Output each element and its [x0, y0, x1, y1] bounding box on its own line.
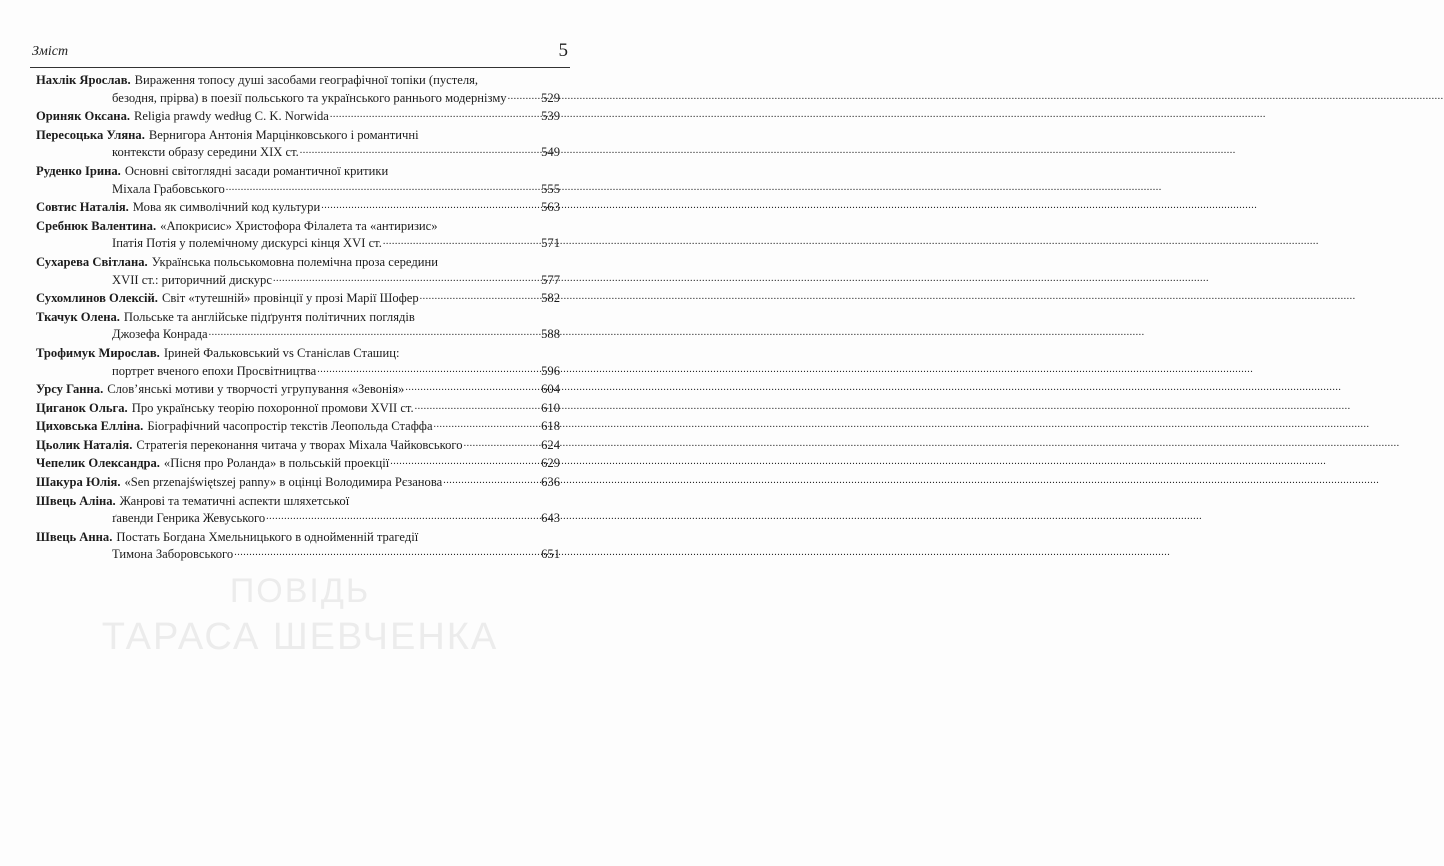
entry-title: Religia prawdy według C. K. Norwida — [134, 109, 329, 124]
entry-title: Стратегія переконання читача у творах Міхала Чайковського — [136, 437, 463, 452]
entry-author: Трофимук Мирослав. — [36, 345, 160, 360]
entry-author: Сухарева Світлана. — [36, 254, 148, 269]
entry-title: Мова як символічний код культури — [132, 200, 321, 215]
entry-author: Чепелик Олександра. — [36, 456, 160, 471]
toc-entry-line — [36, 546, 560, 565]
entry-author: Совтис Наталія. — [36, 200, 129, 215]
dot-leader — [508, 87, 541, 106]
entry-title: Біографічний часопростір текстів Леопольда Стаффа — [147, 419, 433, 434]
watermark-line-2: ТАРАСА ШЕВЧЕНКА — [101, 616, 499, 658]
dot-leader — [330, 105, 540, 124]
entry-title: Тимона Заборовського — [112, 547, 234, 562]
entry-page-number: 629 — [541, 456, 560, 471]
watermark-line-1: ПОВІДЬ — [229, 572, 371, 610]
entry-page-number: 596 — [541, 363, 560, 378]
entry-page-number: 539 — [541, 109, 560, 124]
toc-entry-line — [36, 144, 560, 163]
section-title: Зміст — [32, 44, 69, 59]
toc-entry[interactable] — [36, 72, 560, 108]
entry-title: ґавенди Генрика Жевуського — [112, 511, 266, 526]
entry-page-number: 636 — [541, 475, 560, 490]
page-number: 5 — [558, 40, 568, 61]
entry-title: Польське та англійське підґрунтя політичних поглядів — [123, 309, 415, 324]
entry-author: Циганок Ольга. — [36, 400, 128, 415]
toc-entry[interactable] — [36, 127, 560, 163]
document-page — [0, 0, 600, 866]
entry-author: Циховська Елліна. — [36, 419, 144, 434]
toc-entry[interactable] — [36, 309, 560, 345]
toc-entry[interactable] — [36, 290, 560, 309]
dot-leader — [420, 287, 540, 306]
entry-page-number: 577 — [541, 272, 560, 287]
toc-entry-line — [36, 199, 560, 218]
entry-page-number: 604 — [541, 382, 560, 397]
toc-entry[interactable] — [36, 474, 560, 493]
entry-author: Урсу Ганна. — [36, 382, 104, 397]
dot-leader — [415, 397, 540, 416]
toc-entry-line — [36, 326, 560, 345]
entry-page-number: 624 — [541, 437, 560, 452]
toc-entry[interactable] — [36, 218, 560, 254]
table-of-contents — [36, 72, 560, 565]
entry-author: Швець Аліна. — [36, 493, 116, 508]
dot-leader — [464, 434, 541, 453]
entry-page-number: 582 — [541, 291, 560, 306]
toc-entry[interactable] — [36, 529, 560, 565]
entry-title: «Пісня про Роланда» в польській проекції — [163, 456, 390, 471]
entry-page-number: 549 — [541, 145, 560, 160]
toc-entry[interactable] — [36, 493, 560, 529]
dot-leader — [405, 378, 540, 397]
dot-leader — [209, 323, 541, 342]
entry-title: Іриней Фальковський vs Станіслав Сташиц: — [163, 345, 400, 360]
entry-title: Іпатія Потія у полемічному дискурсі кінця XVI ст. — [112, 236, 382, 251]
entry-page-number: 529 — [541, 90, 560, 105]
toc-entry[interactable] — [36, 108, 560, 127]
dot-leader — [266, 507, 540, 526]
entry-page-number: 563 — [541, 200, 560, 215]
entry-title: Вернигора Антонія Марцінковського і романтичні — [148, 127, 419, 142]
entry-author: Цьолик Наталія. — [36, 437, 133, 452]
entry-page-number: 571 — [541, 236, 560, 251]
dot-leader — [443, 471, 540, 490]
entry-title: Міхала Грабовського — [112, 181, 225, 196]
entry-title: Про українську теорію похоронної промови XVII ст. — [131, 400, 414, 415]
toc-entry-line — [36, 72, 560, 90]
entry-title: портрет вченого епохи Просвітництва — [112, 363, 317, 378]
toc-entry[interactable] — [36, 199, 560, 218]
entry-title: Українська польськомовна полемічна проза середини — [151, 254, 438, 269]
entry-author: Шакура Юлія. — [36, 475, 121, 490]
dot-leader — [434, 415, 541, 434]
toc-entry[interactable] — [36, 345, 560, 381]
entry-title: Світ «тутешній» провінції у прозі Марії Шофер — [161, 291, 419, 306]
entry-page-number: 555 — [541, 181, 560, 196]
entry-page-number: 643 — [541, 511, 560, 526]
entry-author: Сребнюк Валентина. — [36, 218, 157, 233]
entry-page-number: 588 — [541, 327, 560, 342]
entry-title: «Апокрисис» Христофора Філалета та «антиризис» — [160, 218, 438, 233]
dot-leader — [300, 141, 540, 160]
entry-title: Джозефа Конрада — [112, 327, 208, 342]
dot-leader — [273, 269, 540, 288]
entry-title: «Sen przenajświętszej panny» в оцінці Володимира Рєзанова — [124, 475, 443, 490]
entry-author: Ткачук Олена. — [36, 309, 120, 324]
entry-title: Постать Богдана Хмельницького в однойменній трагедії — [116, 529, 419, 544]
entry-title: XVII ст.: риторичний дискурс — [112, 272, 272, 287]
entry-title: Вираження топосу душі засобами географічної топіки (пустеля, — [134, 73, 479, 87]
toc-entry[interactable] — [36, 254, 560, 290]
entry-author: Швець Анна. — [36, 529, 113, 544]
toc-entry-line — [36, 290, 560, 309]
dot-leader — [383, 232, 540, 251]
running-header — [30, 38, 570, 64]
toc-entry-line — [36, 474, 560, 493]
entry-title: Жанрові та тематичні аспекти шляхетської — [119, 493, 350, 508]
entry-author: Ориняк Оксана. — [36, 109, 131, 124]
entry-title: безодня, прірва) в поезії польського та українського раннього модернізму — [112, 90, 507, 105]
dot-leader — [234, 543, 540, 562]
dot-leader — [226, 178, 540, 197]
dot-leader — [390, 452, 540, 471]
toc-entry-line — [36, 235, 560, 254]
entry-page-number: 610 — [541, 400, 560, 415]
dot-leader — [321, 196, 540, 215]
entry-title: контексти образу середини XIX ст. — [112, 145, 299, 160]
entry-author: Нахлік Ярослав. — [36, 73, 131, 87]
entry-page-number: 618 — [541, 419, 560, 434]
entry-author: Руденко Ірина. — [36, 163, 121, 178]
entry-page-number: 651 — [541, 547, 560, 562]
toc-entry-line — [36, 108, 560, 127]
entry-author: Сухомлинов Олексій. — [36, 291, 158, 306]
toc-entry-line — [36, 510, 560, 529]
entry-title: Слов’янські мотиви у творчості угрупування «Зевонія» — [107, 382, 405, 397]
dot-leader — [317, 360, 540, 379]
entry-title: Основні світоглядні засади романтичної критики — [124, 163, 389, 178]
entry-author: Пересоцька Уляна. — [36, 127, 145, 142]
toc-entry[interactable] — [36, 163, 560, 199]
header-divider — [30, 67, 570, 68]
